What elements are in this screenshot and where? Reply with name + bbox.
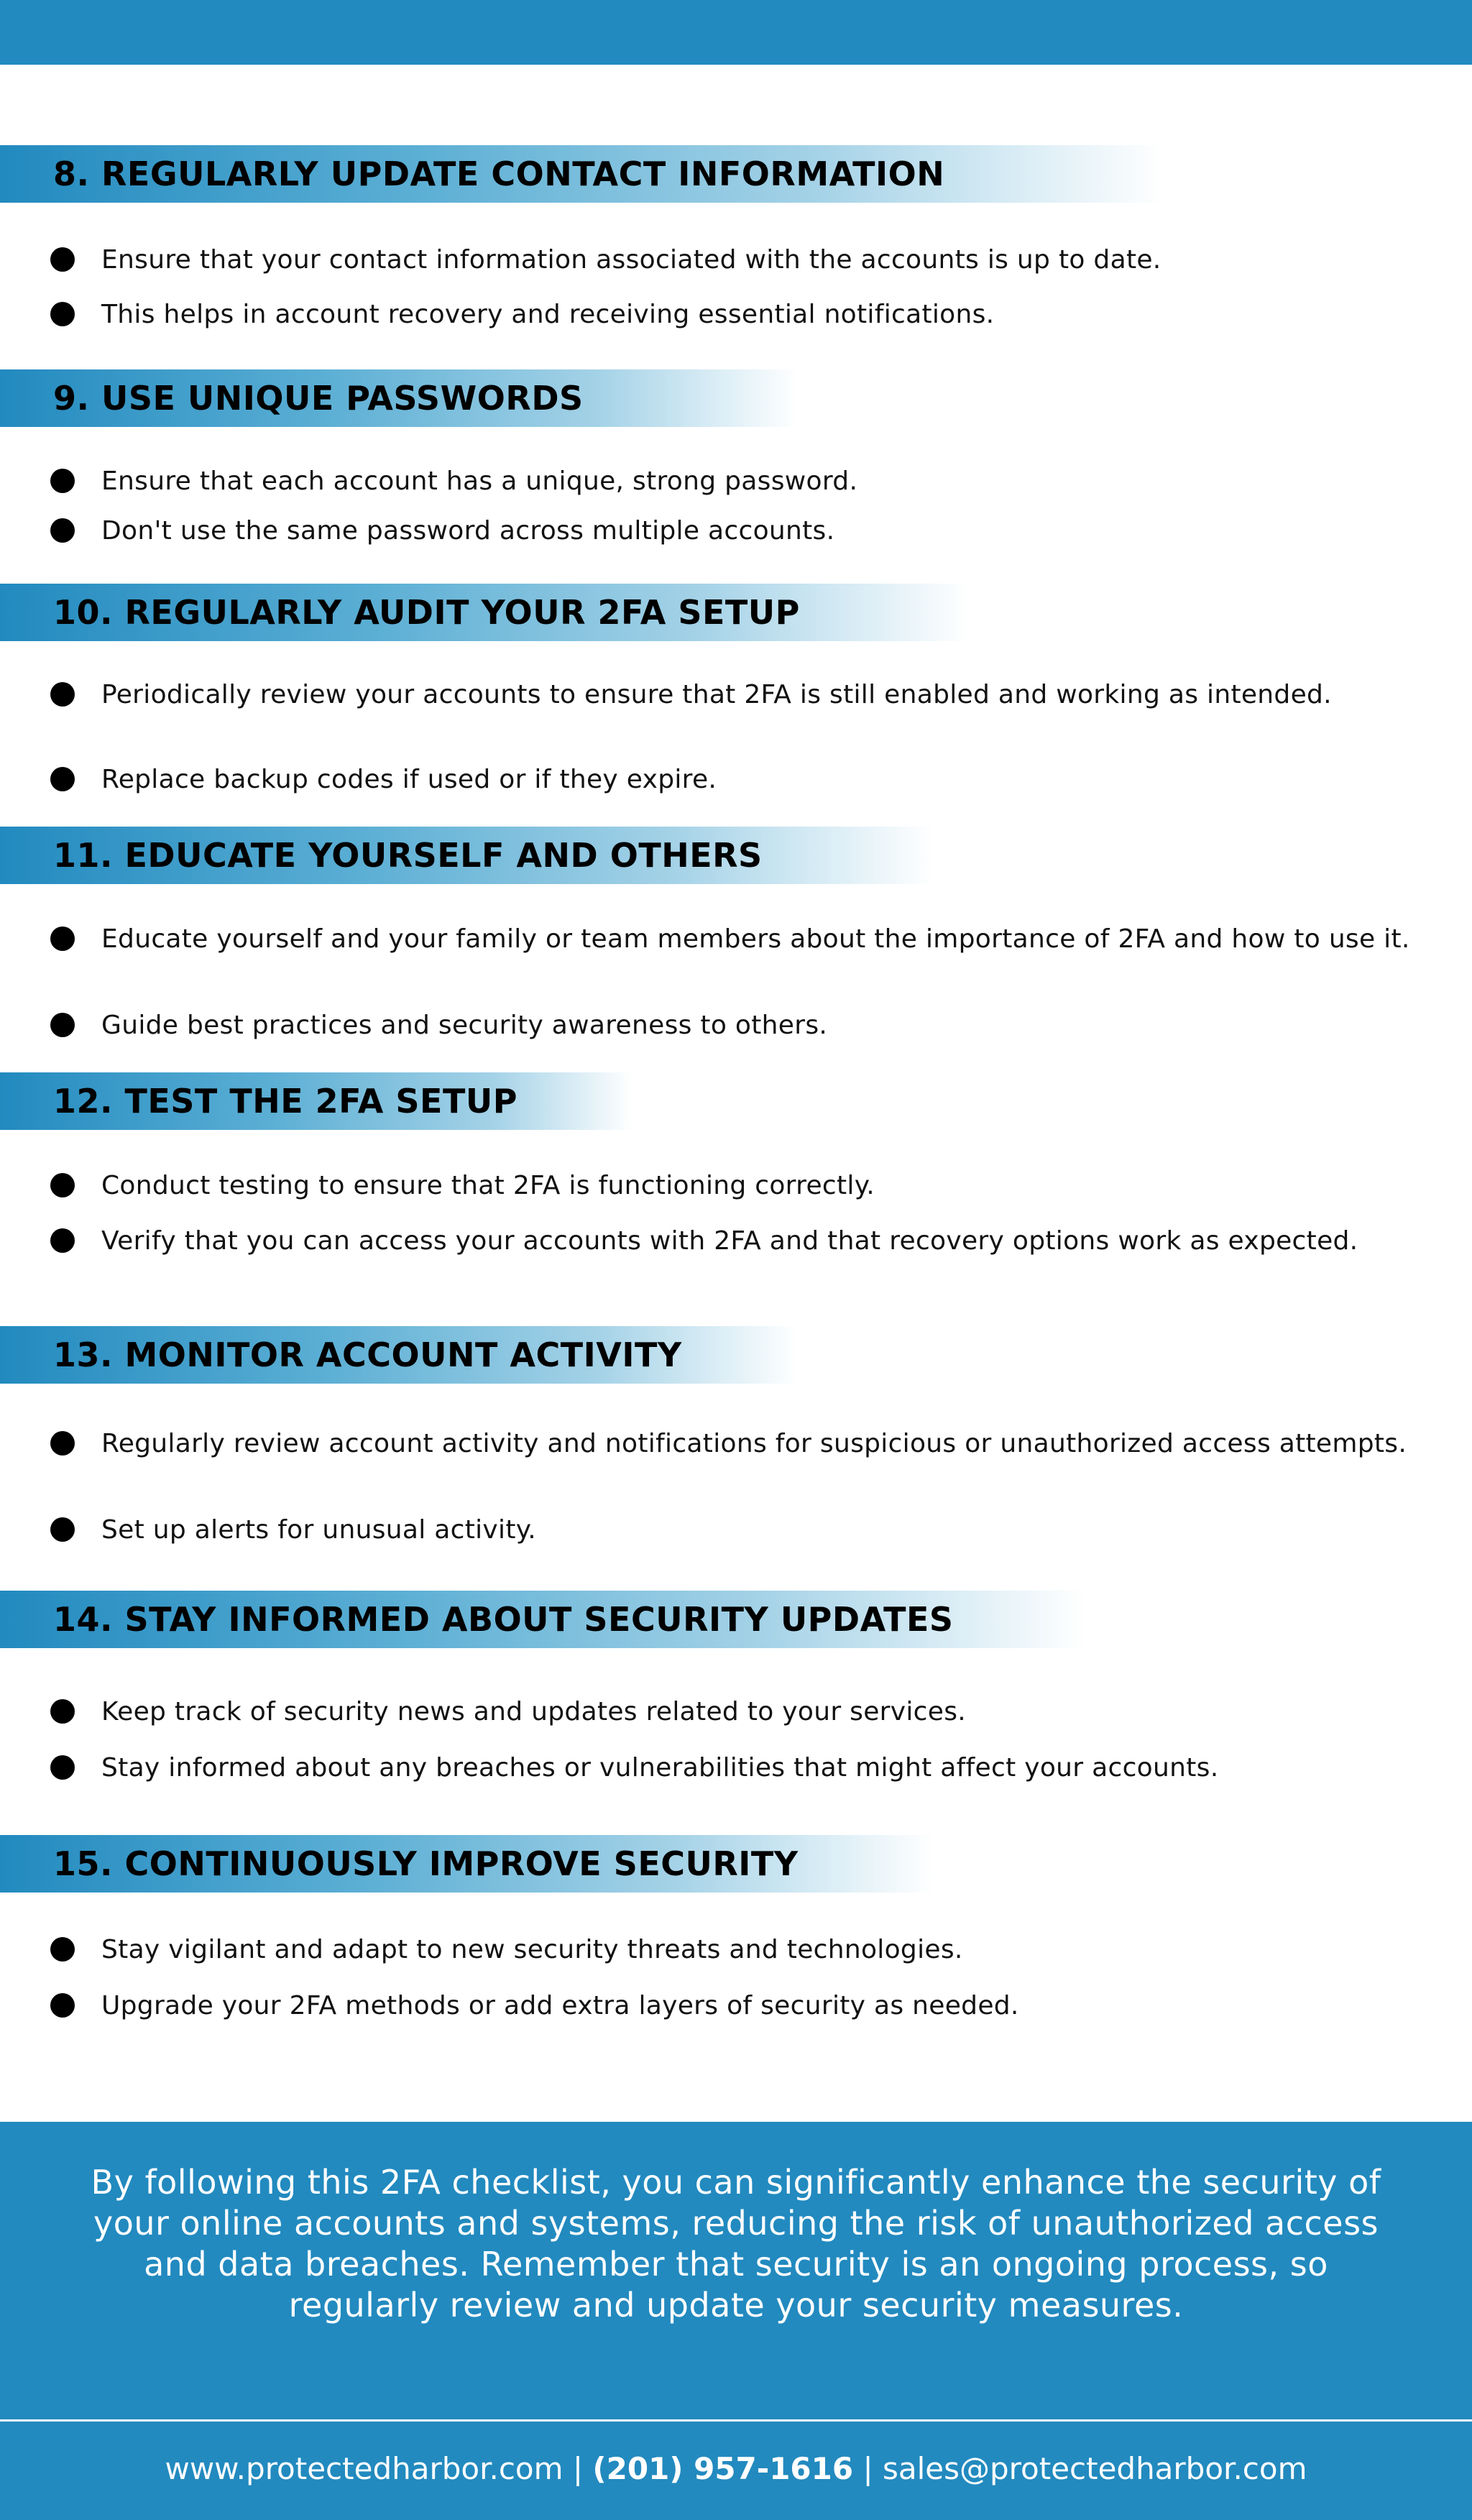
bullet-dot-icon <box>50 1013 75 1037</box>
list-item-text: Educate yourself and your family or team members about the importance of 2FA and how to use it. <box>101 924 1410 954</box>
section-heading: 12. TEST THE 2FA SETUP <box>53 1082 518 1121</box>
closing-statement: By following this 2FA checklist, you can significantly enhance the security of your online accounts and systems, reducing the risk of unauthorized access and data breaches. Remember that security is an ongoing process, so regularly review and update your security measures. <box>91 2163 1381 2324</box>
list-item-text: Ensure that your contact information associated with the accounts is up to date. <box>101 245 1162 275</box>
section-educate <box>0 827 1472 884</box>
bullet-dot-icon <box>50 1431 75 1456</box>
section-heading: 10. REGULARLY AUDIT YOUR 2FA SETUP <box>53 593 800 632</box>
bullet-dot-icon <box>50 682 75 707</box>
bullet-dot-icon <box>50 518 75 543</box>
section-heading-bar <box>0 1326 798 1384</box>
list-item-text: Periodically review your accounts to ensure that 2FA is still enabled and working as intended. <box>101 680 1332 709</box>
list-item-text: Upgrade your 2FA methods or add extra layers of security as needed. <box>101 1991 1019 2020</box>
section-update-contact-info <box>0 145 1472 203</box>
list-item-text: Don't use the same password across multiple accounts. <box>101 516 835 546</box>
list-item-text: Stay informed about any breaches or vulnerabilities that might affect your accounts. <box>101 1753 1219 1783</box>
bullet-dot-icon <box>50 767 75 791</box>
bullet-dot-icon <box>50 1173 75 1197</box>
email-link[interactable]: sales@protectedharbor.com <box>882 2451 1307 2486</box>
list-item-text: Ensure that each account has a unique, strong password. <box>101 466 858 496</box>
section-security-updates <box>0 1591 1472 1648</box>
list-item-text: Verify that you can access your accounts with 2FA and that recovery options work as expected. <box>101 1226 1358 1256</box>
phone-number[interactable]: (201) 957-1616 <box>592 2451 854 2486</box>
bullet-dot-icon <box>50 1517 75 1542</box>
section-test-2fa <box>0 1072 1472 1130</box>
contact-line <box>0 2447 1472 2491</box>
section-heading: 14. STAY INFORMED ABOUT SECURITY UPDATES <box>53 1600 954 1639</box>
bullet-dot-icon <box>50 926 75 951</box>
section-heading-bar <box>0 827 934 884</box>
list-item-text: Stay vigilant and adapt to new security threats and technologies. <box>101 1935 963 1964</box>
section-heading-bar <box>0 1835 934 1893</box>
list-item-text: This helps in account recovery and receiving essential notifications. <box>101 300 995 329</box>
list-item-text: Replace backup codes if used or if they expire. <box>101 765 717 794</box>
separator: | <box>572 2451 584 2486</box>
list-item-text: Keep track of security news and updates related to your services. <box>101 1697 967 1726</box>
list-item-text: Set up alerts for unusual activity. <box>101 1515 536 1545</box>
website-link[interactable]: www.protectedharbor.com <box>165 2451 564 2486</box>
footer-divider <box>0 2419 1472 2422</box>
section-heading-bar <box>0 1591 1085 1648</box>
separator: | <box>862 2451 873 2486</box>
bullet-dot-icon <box>50 1993 75 2018</box>
section-heading: 9. USE UNIQUE PASSWORDS <box>53 379 584 418</box>
section-audit-2fa <box>0 584 1472 641</box>
section-improve-security <box>0 1835 1472 1893</box>
list-item-text: Regularly review account activity and notifications for suspicious or unauthorized access attempts. <box>101 1429 1407 1458</box>
section-heading: 13. MONITOR ACCOUNT ACTIVITY <box>53 1335 682 1374</box>
section-heading-bar <box>0 369 798 427</box>
section-heading: 8. REGULARLY UPDATE CONTACT INFORMATION <box>53 155 945 193</box>
top-banner <box>0 0 1472 65</box>
list-item-text: Conduct testing to ensure that 2FA is functioning correctly. <box>101 1171 875 1200</box>
section-heading-bar <box>0 1072 632 1130</box>
section-heading-bar <box>0 584 970 641</box>
bullet-dot-icon <box>50 1755 75 1780</box>
section-heading: 11. EDUCATE YOURSELF AND OTHERS <box>53 836 763 875</box>
section-heading: 15. CONTINUOUSLY IMPROVE SECURITY <box>53 1844 799 1883</box>
bullet-dot-icon <box>50 247 75 272</box>
section-unique-passwords <box>0 369 1472 427</box>
section-heading-bar <box>0 145 1164 203</box>
list-item-text: Guide best practices and security awareness to others. <box>101 1011 828 1040</box>
bullet-dot-icon <box>50 302 75 326</box>
section-monitor-activity <box>0 1326 1472 1384</box>
bullet-dot-icon <box>50 469 75 493</box>
bullet-dot-icon <box>50 1699 75 1724</box>
bullet-dot-icon <box>50 1228 75 1253</box>
bullet-dot-icon <box>50 1937 75 1962</box>
